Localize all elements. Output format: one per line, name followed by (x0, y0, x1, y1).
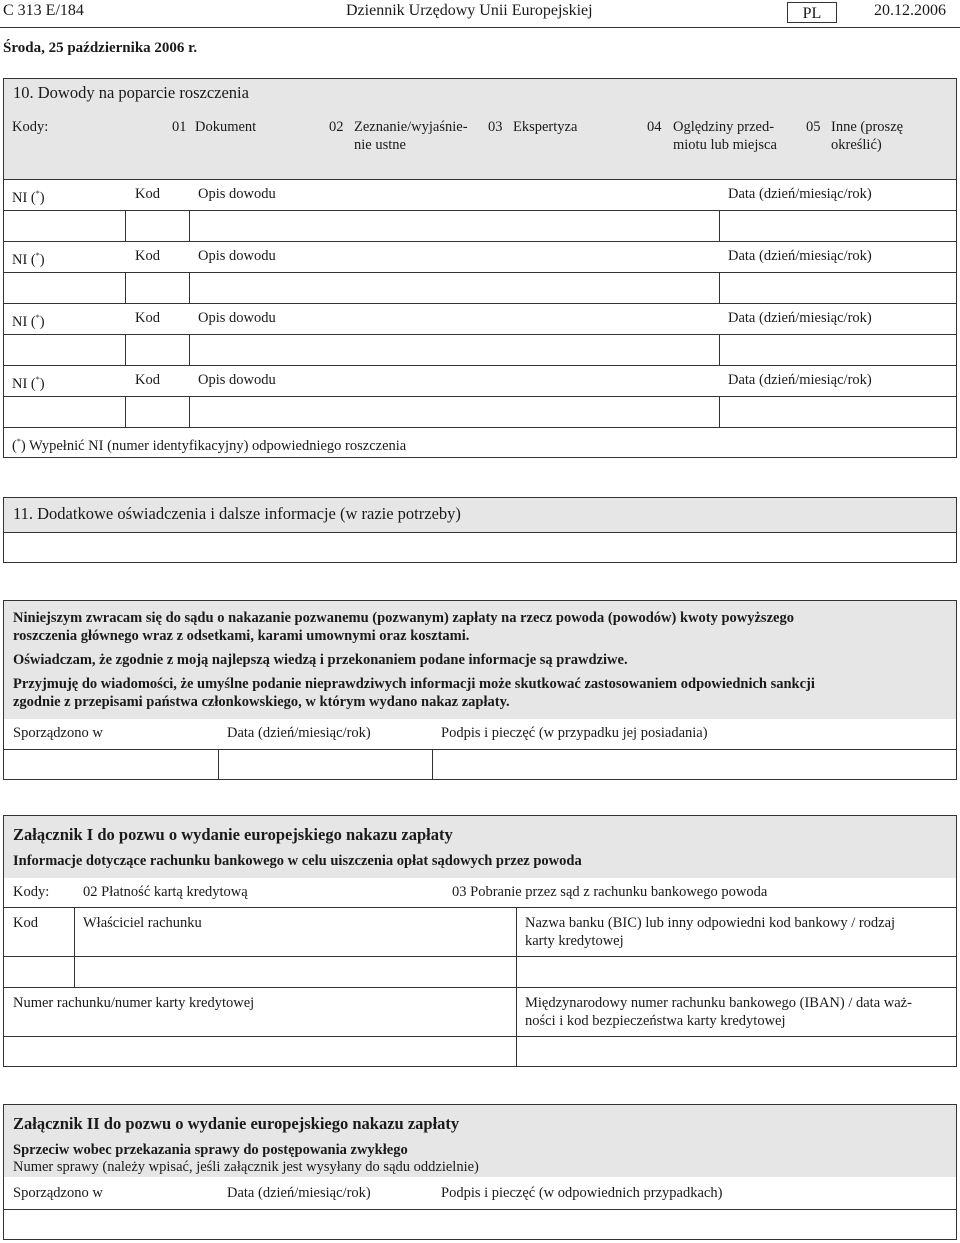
annex-1-codes-row (4, 878, 956, 907)
journal-title: Dziennik Urzędowy Unii Europejskiej (346, 2, 593, 19)
section-11-header (4, 498, 956, 532)
place-label: Sporządzono w (13, 725, 103, 741)
account-input-row[interactable] (4, 1036, 956, 1066)
evidence-header-row (4, 241, 956, 272)
ni-label: NI (*) (12, 189, 45, 206)
ni-label: NI (*) (12, 251, 45, 268)
evidence-header-row (4, 303, 956, 334)
bank-input-row[interactable] (4, 956, 956, 987)
code-05-label: Inne (proszę (831, 119, 904, 135)
annex-2-objection (3, 1104, 957, 1240)
code-03-number: 03 (488, 119, 503, 135)
date-label: Data (dzień/miesiąc/rok) (227, 725, 371, 741)
evidence-header-row (4, 179, 956, 210)
declaration-section (3, 600, 957, 780)
evidence-description-label: Opis dowodu (198, 372, 276, 388)
annex-2-signature-input-row[interactable] (4, 1209, 956, 1239)
ni-label: NI (*) (12, 313, 45, 330)
kod-label: Kod (135, 310, 160, 326)
code-02-label-cont: nie ustne (354, 137, 406, 153)
evidence-date-label: Data (dzień/miesiąc/rok) (728, 310, 872, 326)
account-owner-label: Właściciel rachunku (83, 915, 202, 931)
kod-label: Kod (135, 372, 160, 388)
annex-2-date-label: Data (dzień/miesiąc/rok) (227, 1185, 371, 1201)
code-04-label: Oględziny przed- (673, 119, 775, 135)
codes-label: Kody: (12, 119, 49, 135)
declaration-request-line1: Niniejszym zwracam się do sądu o nakazanie pozwanemu (pozwanym) zapłaty na rzecz powoda (powodów) kwoty powyższego (13, 610, 794, 626)
section-10-title: 10. Dowody na poparcie roszczenia (13, 83, 249, 102)
code-bank-debit: 03 Pobranie przez sąd z rachunku bankowego powoda (452, 884, 768, 900)
code-01-label: Dokument (195, 119, 257, 135)
ni-label: NI (*) (12, 375, 45, 392)
section-11-title: 11. Dodatkowe oświadczenia i dalsze informacje (w razie potrzeby) (13, 504, 461, 523)
evidence-header-row (4, 365, 956, 396)
evidence-input-row[interactable] (4, 334, 956, 365)
annex-2-title: Załącznik II do pozwu o wydanie europejskiego nakazu zapłaty (13, 1114, 460, 1133)
header-divider (0, 27, 960, 28)
annex-1-subtitle: Informacje dotyczące rachunku bankowego w celu uiszczenia opłat sądowych przez powoda (13, 853, 582, 869)
evidence-input-row[interactable] (4, 396, 956, 427)
section-10-evidence (3, 78, 957, 458)
annex-2-place-label: Sporządzono w (13, 1185, 103, 1201)
footnote-row (4, 427, 956, 457)
evidence-input-row[interactable] (4, 272, 956, 303)
declaration-request-line2: roszczenia głównego wraz z odsetkami, karami umownymi oraz kosztami. (13, 628, 470, 644)
annex-1-bank-info (3, 815, 957, 1067)
bank-labels-row (4, 907, 956, 956)
kod-label: Kod (135, 186, 160, 202)
code-05-number: 05 (806, 119, 821, 135)
code-02-label: Zeznanie/wyjaśnie- (354, 119, 468, 135)
declaration-sanctions-line2: zgodnie z przepisami państwa członkowskiego, w którym wydano nakaz zapłaty. (13, 694, 510, 710)
annex-2-header (4, 1105, 956, 1177)
iban-label-line2: ności i kod bezpieczeństwa karty kredytowej (525, 1013, 786, 1029)
signature-labels-row (4, 719, 956, 749)
evidence-description-label: Opis dowodu (198, 186, 276, 202)
annex-1-title: Załącznik I do pozwu o wydanie europejskiego nakazu zapłaty (13, 825, 453, 844)
declaration-truth: Oświadczam, że zgodnie z moją najlepszą wiedzą i przekonaniem podane informacje są prawdziwe. (13, 652, 628, 668)
case-number-label: Numer sprawy (należy wpisać, jeśli załącznik jest wysyłany do sądu oddzielnie) (13, 1159, 479, 1175)
bank-name-label-line1: Nazwa banku (BIC) lub inny odpowiedni kod bankowy / rodzaj (525, 915, 896, 931)
signature-label: Podpis i pieczęć (w przypadku jej posiadania) (441, 725, 708, 741)
signature-input-row[interactable] (4, 749, 956, 779)
evidence-description-label: Opis dowodu (198, 248, 276, 264)
code-05-label-cont: określić) (831, 137, 882, 153)
code-01-number: 01 (172, 119, 187, 135)
section-10-header (4, 79, 956, 179)
annex-1-header (4, 816, 956, 878)
code-04-number: 04 (647, 119, 662, 135)
bank-kod-label: Kod (13, 915, 38, 931)
kod-label: Kod (135, 248, 160, 264)
publication-date: 20.12.2006 (874, 2, 946, 19)
declaration-sanctions-line1: Przyjmuję do wiadomości, że umyślne podanie nieprawdziwych informacji może skutkować zastosowaniem odpowiednich sankcji (13, 676, 815, 692)
annex-2-signature-labels-row (4, 1177, 956, 1209)
section-11-additional (3, 497, 957, 563)
code-03-label: Ekspertyza (513, 119, 578, 135)
session-date: Środa, 25 października 2006 r. (3, 40, 198, 56)
page-header (0, 0, 960, 30)
account-number-label: Numer rachunku/numer karty kredytowej (13, 995, 255, 1011)
declaration-text-block (4, 601, 956, 719)
evidence-date-label: Data (dzień/miesiąc/rok) (728, 248, 872, 264)
annex-2-subtitle: Sprzeciw wobec przekazania sprawy do postępowania zwykłego (13, 1142, 408, 1158)
evidence-input-row[interactable] (4, 210, 956, 241)
additional-info-input[interactable] (4, 532, 956, 562)
code-04-label-cont: miotu lub miejsca (673, 137, 777, 153)
code-02-number: 02 (329, 119, 344, 135)
annex-2-signature-label: Podpis i pieczęć (w odpowiednich przypadkach) (441, 1185, 723, 1201)
iban-label-line1: Międzynarodowy numer rachunku bankowego (IBAN) / data waż- (525, 995, 912, 1011)
code-card-payment: 02 Płatność kartą kredytową (83, 884, 248, 900)
account-labels-row (4, 987, 956, 1036)
evidence-description-label: Opis dowodu (198, 310, 276, 326)
evidence-date-label: Data (dzień/miesiąc/rok) (728, 372, 872, 388)
footnote: (*) Wypełnić NI (numer identyfikacyjny) odpowiedniego roszczenia (12, 437, 407, 454)
bank-name-label-line2: karty kredytowej (525, 933, 624, 949)
evidence-date-label: Data (dzień/miesiąc/rok) (728, 186, 872, 202)
language-badge: PL (787, 2, 837, 23)
journal-reference: C 313 E/184 (3, 2, 84, 19)
annex-1-codes-label: Kody: (13, 884, 50, 900)
